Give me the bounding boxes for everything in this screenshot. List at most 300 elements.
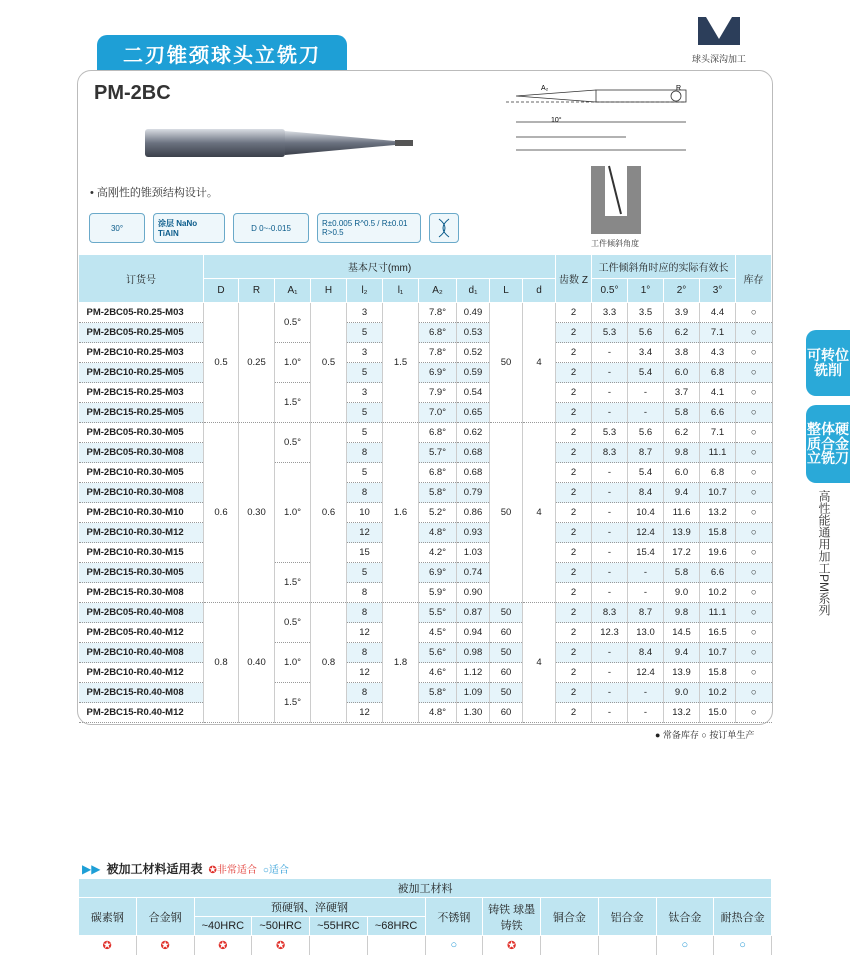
effective-length: 16.5 xyxy=(700,623,736,643)
effective-length: 3.9 xyxy=(664,303,700,323)
flutes-z: 2 xyxy=(556,343,592,363)
effective-length: 9.0 xyxy=(664,583,700,603)
dim-d1: 1.09 xyxy=(457,683,490,703)
dim-l2: 8 xyxy=(347,683,383,703)
svg-text:10°: 10° xyxy=(551,117,562,124)
effective-length: - xyxy=(592,483,628,503)
effective-length: 7.1 xyxy=(700,323,736,343)
effective-length: 6.2 xyxy=(664,423,700,443)
dim-A2: 4.5° xyxy=(419,623,457,643)
effective-length: - xyxy=(592,363,628,383)
effective-length: 8.3 xyxy=(592,443,628,463)
dim-d1: 0.74 xyxy=(457,563,490,583)
dim-d1: 0.90 xyxy=(457,583,490,603)
subhead-3: H xyxy=(311,279,347,303)
table-row xyxy=(79,483,772,503)
dim-d: 4 xyxy=(523,603,556,723)
dim-L: 50 xyxy=(490,303,523,423)
subhead-2: A₁ xyxy=(275,279,311,303)
flutes-z: 2 xyxy=(556,583,592,603)
flutes-z: 2 xyxy=(556,423,592,443)
dimension-drawing xyxy=(496,82,696,157)
dim-L: 50 xyxy=(490,643,523,663)
dim-l1: 1.6 xyxy=(383,423,419,603)
table-row xyxy=(79,663,772,683)
dim-A2: 5.9° xyxy=(419,583,457,603)
flutes-z: 2 xyxy=(556,323,592,343)
material-mark: ○ xyxy=(425,936,483,955)
flutes-z: 2 xyxy=(556,663,592,683)
dim-A2: 7.8° xyxy=(419,303,457,323)
effective-length: 15.8 xyxy=(700,663,736,683)
spec-table xyxy=(78,254,772,723)
double-arrow-icon: ▶▶ xyxy=(82,861,101,876)
order-code: PM-2BC15-R0.40-M12 xyxy=(79,703,204,723)
hrc-40: ~40HRC xyxy=(194,917,252,936)
table-row xyxy=(79,643,772,663)
dim-D: 0.5 xyxy=(204,303,239,423)
order-code: PM-2BC05-R0.25-M03 xyxy=(79,303,204,323)
col-order-no: 订货号 xyxy=(79,255,204,303)
dim-d1: 0.52 xyxy=(457,343,490,363)
effective-length: 13.2 xyxy=(700,503,736,523)
table-row xyxy=(79,503,772,523)
effective-length: 6.2 xyxy=(664,323,700,343)
dim-A1: 1.0° xyxy=(275,463,311,563)
hrc-68: ~68HRC xyxy=(367,917,425,936)
effective-length: - xyxy=(592,663,628,683)
logo-label: 球头深沟加工 xyxy=(692,54,747,64)
effective-length: 9.8 xyxy=(664,443,700,463)
dim-L: 60 xyxy=(490,703,523,723)
dim-R: 0.25 xyxy=(239,303,275,423)
dim-A1: 1.0° xyxy=(275,643,311,683)
table-row xyxy=(79,443,772,463)
dim-A2: 5.8° xyxy=(419,483,457,503)
dim-l2: 5 xyxy=(347,463,383,483)
order-code: PM-2BC10-R0.25-M03 xyxy=(79,343,204,363)
dim-l2: 5 xyxy=(347,403,383,423)
flutes-z: 2 xyxy=(556,303,592,323)
effective-length: - xyxy=(592,523,628,543)
order-code: PM-2BC10-R0.30-M08 xyxy=(79,483,204,503)
order-code: PM-2BC05-R0.30-M05 xyxy=(79,423,204,443)
flutes-z: 2 xyxy=(556,543,592,563)
stock-mark: ○ xyxy=(736,603,772,623)
order-code: PM-2BC10-R0.30-M15 xyxy=(79,543,204,563)
dim-d1: 0.49 xyxy=(457,303,490,323)
mat-aluminum: 铝合金 xyxy=(598,898,656,936)
effective-length: 9.4 xyxy=(664,483,700,503)
effective-length: 3.4 xyxy=(628,343,664,363)
effective-length: 5.6 xyxy=(628,423,664,443)
effective-length: 9.4 xyxy=(664,643,700,663)
side-tab-solid-carbide[interactable]: 整体硬质合金立铣刀 xyxy=(806,405,850,483)
effective-length: 10.2 xyxy=(700,683,736,703)
table-row xyxy=(79,323,772,343)
angle-30-icon: 30° xyxy=(89,213,145,243)
stock-mark: ○ xyxy=(736,623,772,643)
effective-length: 17.2 xyxy=(664,543,700,563)
dim-l2: 10 xyxy=(347,503,383,523)
effective-length: 13.0 xyxy=(628,623,664,643)
order-code: PM-2BC10-R0.30-M12 xyxy=(79,523,204,543)
material-mark: ✪ xyxy=(252,936,310,955)
dim-l2: 8 xyxy=(347,583,383,603)
table-row xyxy=(79,403,772,423)
side-series-label: 高性能通用加工PM系列 xyxy=(817,490,831,616)
brand-logo xyxy=(692,17,746,65)
dim-d1: 0.86 xyxy=(457,503,490,523)
dim-A2: 5.8° xyxy=(419,683,457,703)
dim-l2: 8 xyxy=(347,483,383,503)
material-mark xyxy=(367,936,425,955)
mat-titanium: 钛合金 xyxy=(656,898,714,936)
dim-d1: 0.62 xyxy=(457,423,490,443)
effective-length: 4.4 xyxy=(700,303,736,323)
stock-mark: ○ xyxy=(736,543,772,563)
dim-l2: 5 xyxy=(347,423,383,443)
table-row xyxy=(79,363,772,383)
dim-H: 0.5 xyxy=(311,303,347,423)
effective-length: 10.4 xyxy=(628,503,664,523)
mat-carbon-steel: 碳素钢 xyxy=(79,898,137,936)
dim-d1: 0.68 xyxy=(457,463,490,483)
flutes-z: 2 xyxy=(556,603,592,623)
angle-head-2: 2° xyxy=(664,279,700,303)
effective-length: 9.8 xyxy=(664,603,700,623)
subhead-9: d xyxy=(523,279,556,303)
order-code: PM-2BC10-R0.40-M08 xyxy=(79,643,204,663)
subhead-1: R xyxy=(239,279,275,303)
effective-length: 3.7 xyxy=(664,383,700,403)
material-mark: ○ xyxy=(656,936,714,955)
subhead-5: l₁ xyxy=(383,279,419,303)
effective-length: 5.4 xyxy=(628,463,664,483)
dim-L: 50 xyxy=(490,603,523,623)
dim-A2: 6.8° xyxy=(419,323,457,343)
svg-text:R: R xyxy=(676,85,682,92)
flutes-z: 2 xyxy=(556,363,592,383)
effective-length: 11.1 xyxy=(700,603,736,623)
radius-tolerance-icon: R±0.005 R^0.5 / R±0.01 R>0.5 xyxy=(317,213,421,243)
material-mark: ✪ xyxy=(194,936,252,955)
order-code: PM-2BC15-R0.25-M03 xyxy=(79,383,204,403)
dim-l2: 5 xyxy=(347,363,383,383)
stock-mark: ○ xyxy=(736,483,772,503)
effective-length: - xyxy=(592,403,628,423)
table-row xyxy=(79,383,772,403)
effective-length: 4.1 xyxy=(700,383,736,403)
effective-length: 9.0 xyxy=(664,683,700,703)
dim-A2: 7.8° xyxy=(419,343,457,363)
dim-R: 0.30 xyxy=(239,423,275,603)
subhead-4: l₂ xyxy=(347,279,383,303)
feature-text: • 高刚性的锥颈结构设计。 xyxy=(90,187,218,199)
col-effective-length: 工件倾斜角时应的实际有效长 xyxy=(592,255,736,279)
effective-length: 6.0 xyxy=(664,363,700,383)
dim-D: 0.8 xyxy=(204,603,239,723)
dim-A2: 5.7° xyxy=(419,443,457,463)
dim-A1: 1.5° xyxy=(275,383,311,423)
dim-d1: 1.03 xyxy=(457,543,490,563)
stock-mark: ○ xyxy=(736,363,772,383)
flutes-z: 2 xyxy=(556,483,592,503)
dim-A2: 4.8° xyxy=(419,703,457,723)
stock-mark: ○ xyxy=(736,703,772,723)
order-code: PM-2BC10-R0.40-M12 xyxy=(79,663,204,683)
effective-length: - xyxy=(628,383,664,403)
legend-very-suitable: ✪非常适合 xyxy=(208,865,257,876)
dim-A1: 1.5° xyxy=(275,683,311,723)
page-title: 二刃锥颈球头立铣刀 xyxy=(97,35,347,71)
flutes-z: 2 xyxy=(556,623,592,643)
dim-A2: 6.9° xyxy=(419,363,457,383)
material-section-title xyxy=(82,860,289,877)
subhead-7: d₁ xyxy=(457,279,490,303)
effective-length: 8.7 xyxy=(628,603,664,623)
order-code: PM-2BC05-R0.25-M05 xyxy=(79,323,204,343)
dim-A1: 1.0° xyxy=(275,343,311,383)
stock-mark: ○ xyxy=(736,463,772,483)
mat-heat-resistant: 耐热合金 xyxy=(714,898,772,936)
model-name: PM-2BC xyxy=(94,82,171,104)
svg-text:A₂: A₂ xyxy=(541,85,549,92)
dim-l2: 5 xyxy=(347,323,383,343)
effective-length: 12.4 xyxy=(628,663,664,683)
stock-mark: ○ xyxy=(736,503,772,523)
dim-A2: 7.9° xyxy=(419,383,457,403)
effective-length: - xyxy=(592,583,628,603)
effective-length: 11.1 xyxy=(700,443,736,463)
dim-A2: 4.2° xyxy=(419,543,457,563)
dim-l2: 8 xyxy=(347,443,383,463)
dim-l2: 8 xyxy=(347,603,383,623)
effective-length: 6.8 xyxy=(700,463,736,483)
table-row xyxy=(79,703,772,723)
effective-length: - xyxy=(592,543,628,563)
material-mark xyxy=(541,936,599,955)
effective-length: 10.7 xyxy=(700,643,736,663)
tool-image xyxy=(145,125,420,165)
effective-length: 3.8 xyxy=(664,343,700,363)
flutes-z: 2 xyxy=(556,443,592,463)
effective-length: - xyxy=(628,583,664,603)
effective-length: 6.6 xyxy=(700,563,736,583)
dim-l1: 1.5 xyxy=(383,303,419,423)
hrc-55: ~55HRC xyxy=(310,917,368,936)
effective-length: 5.6 xyxy=(628,323,664,343)
dim-d: 4 xyxy=(523,303,556,423)
flutes-z: 2 xyxy=(556,463,592,483)
stock-mark: ○ xyxy=(736,683,772,703)
dim-d1: 0.68 xyxy=(457,443,490,463)
effective-length: - xyxy=(628,683,664,703)
dim-L: 50 xyxy=(490,423,523,603)
effective-length: 4.3 xyxy=(700,343,736,363)
effective-length: 6.0 xyxy=(664,463,700,483)
flutes-z: 2 xyxy=(556,403,592,423)
stock-mark: ○ xyxy=(736,643,772,663)
flutes-z: 2 xyxy=(556,703,592,723)
dim-l2: 12 xyxy=(347,523,383,543)
effective-length: 5.8 xyxy=(664,403,700,423)
flutes-z: 2 xyxy=(556,383,592,403)
effective-length: 12.3 xyxy=(592,623,628,643)
effective-length: 15.0 xyxy=(700,703,736,723)
stock-mark: ○ xyxy=(736,303,772,323)
flutes-z: 2 xyxy=(556,643,592,663)
dim-d1: 0.65 xyxy=(457,403,490,423)
order-code: PM-2BC10-R0.30-M05 xyxy=(79,463,204,483)
stock-mark: ○ xyxy=(736,323,772,343)
flutes-z: 2 xyxy=(556,563,592,583)
dim-d1: 0.79 xyxy=(457,483,490,503)
dim-A2: 6.8° xyxy=(419,423,457,443)
stock-mark: ○ xyxy=(736,443,772,463)
stock-mark: ○ xyxy=(736,663,772,683)
order-code: PM-2BC05-R0.40-M12 xyxy=(79,623,204,643)
stock-mark: ○ xyxy=(736,563,772,583)
order-code: PM-2BC10-R0.30-M10 xyxy=(79,503,204,523)
dim-d1: 0.98 xyxy=(457,643,490,663)
effective-length: 6.6 xyxy=(700,403,736,423)
dim-A1: 0.5° xyxy=(275,303,311,343)
effective-length: 5.3 xyxy=(592,323,628,343)
dim-L: 60 xyxy=(490,663,523,683)
order-code: PM-2BC15-R0.30-M05 xyxy=(79,563,204,583)
dim-A2: 4.8° xyxy=(419,523,457,543)
mat-copper: 铜合金 xyxy=(541,898,599,936)
legend-suitable: ○适合 xyxy=(262,865,289,876)
table-row xyxy=(79,423,772,443)
material-table xyxy=(78,878,772,955)
stock-mark: ○ xyxy=(736,343,772,363)
order-code: PM-2BC15-R0.30-M08 xyxy=(79,583,204,603)
effective-length: 8.4 xyxy=(628,483,664,503)
dim-d1: 0.54 xyxy=(457,383,490,403)
dim-l2: 12 xyxy=(347,623,383,643)
order-code: PM-2BC05-R0.30-M08 xyxy=(79,443,204,463)
effective-length: 8.3 xyxy=(592,603,628,623)
slot-diagram-label: 工件倾斜角度 xyxy=(591,239,639,248)
subhead-6: A₂ xyxy=(419,279,457,303)
dim-A2: 5.6° xyxy=(419,643,457,663)
stock-legend: ● 常备库存 ○ 按订单生产 xyxy=(655,730,755,740)
dim-A2: 5.5° xyxy=(419,603,457,623)
effective-length: - xyxy=(592,563,628,583)
table-row xyxy=(79,583,772,603)
dim-A2: 6.9° xyxy=(419,563,457,583)
table-row xyxy=(79,543,772,563)
effective-length: 3.5 xyxy=(628,303,664,323)
order-code: PM-2BC10-R0.25-M05 xyxy=(79,363,204,383)
side-tab-indexable[interactable]: 可转位铣削 xyxy=(806,330,850,396)
dim-A2: 4.6° xyxy=(419,663,457,683)
effective-length: 6.8 xyxy=(700,363,736,383)
order-code: PM-2BC15-R0.25-M05 xyxy=(79,403,204,423)
dim-A2: 5.2° xyxy=(419,503,457,523)
dim-l2: 12 xyxy=(347,703,383,723)
effective-length: 12.4 xyxy=(628,523,664,543)
table-row xyxy=(79,623,772,643)
material-mark: ✪ xyxy=(483,936,541,955)
spec-icons xyxy=(89,213,459,243)
effective-length: - xyxy=(592,683,628,703)
angle-head-3: 3° xyxy=(700,279,736,303)
material-mark: ○ xyxy=(714,936,772,955)
dim-l2: 15 xyxy=(347,543,383,563)
dim-l2: 3 xyxy=(347,343,383,363)
dim-d1: 0.87 xyxy=(457,603,490,623)
stock-mark: ○ xyxy=(736,423,772,443)
stock-mark: ○ xyxy=(736,403,772,423)
effective-length: 13.9 xyxy=(664,663,700,683)
material-header: 被加工材料 xyxy=(79,879,772,898)
flutes-z: 2 xyxy=(556,683,592,703)
dim-L: 50 xyxy=(490,683,523,703)
effective-length: 15.4 xyxy=(628,543,664,563)
table-row xyxy=(79,343,772,363)
flutes-z: 2 xyxy=(556,523,592,543)
mat-hardened-steel: 预硬钢、淬硬钢 xyxy=(194,898,425,917)
effective-length: 15.8 xyxy=(700,523,736,543)
effective-length: - xyxy=(592,383,628,403)
coating-icon: 涂层 NaNo TiAlN xyxy=(153,213,225,243)
effective-length: - xyxy=(592,703,628,723)
effective-length: 3.3 xyxy=(592,303,628,323)
col-basic-dims: 基本尺寸(mm) xyxy=(204,255,556,279)
dim-l2: 5 xyxy=(347,563,383,583)
subhead-0: D xyxy=(204,279,239,303)
table-row xyxy=(79,523,772,543)
dim-H: 0.8 xyxy=(311,603,347,723)
two-flute-icon xyxy=(429,213,459,243)
effective-length: 5.8 xyxy=(664,563,700,583)
table-row xyxy=(79,683,772,703)
dim-d1: 0.94 xyxy=(457,623,490,643)
mat-cast-iron: 铸铁 球墨铸铁 xyxy=(483,898,541,936)
dim-l2: 8 xyxy=(347,643,383,663)
dim-d1: 0.59 xyxy=(457,363,490,383)
effective-length: 19.6 xyxy=(700,543,736,563)
effective-length: 10.2 xyxy=(700,583,736,603)
dim-d1: 0.93 xyxy=(457,523,490,543)
dim-l1: 1.8 xyxy=(383,603,419,723)
effective-length: 11.6 xyxy=(664,503,700,523)
order-code: PM-2BC05-R0.40-M08 xyxy=(79,603,204,623)
dim-H: 0.6 xyxy=(311,423,347,603)
stock-mark: ○ xyxy=(736,583,772,603)
effective-length: 5.3 xyxy=(592,423,628,443)
table-row xyxy=(79,603,772,623)
diameter-tolerance-icon: D 0~-0.015 xyxy=(233,213,309,243)
dim-A2: 7.0° xyxy=(419,403,457,423)
table-row xyxy=(79,463,772,483)
dim-A2: 6.8° xyxy=(419,463,457,483)
material-mark xyxy=(598,936,656,955)
stock-mark: ○ xyxy=(736,383,772,403)
effective-length: 8.4 xyxy=(628,643,664,663)
dim-A1: 1.5° xyxy=(275,563,311,603)
col-z: 齿数 Z xyxy=(556,255,592,303)
effective-length: - xyxy=(592,503,628,523)
dim-D: 0.6 xyxy=(204,423,239,603)
mat-stainless: 不锈钢 xyxy=(425,898,483,936)
dim-l2: 12 xyxy=(347,663,383,683)
effective-length: 13.9 xyxy=(664,523,700,543)
logo-icon xyxy=(698,17,740,45)
